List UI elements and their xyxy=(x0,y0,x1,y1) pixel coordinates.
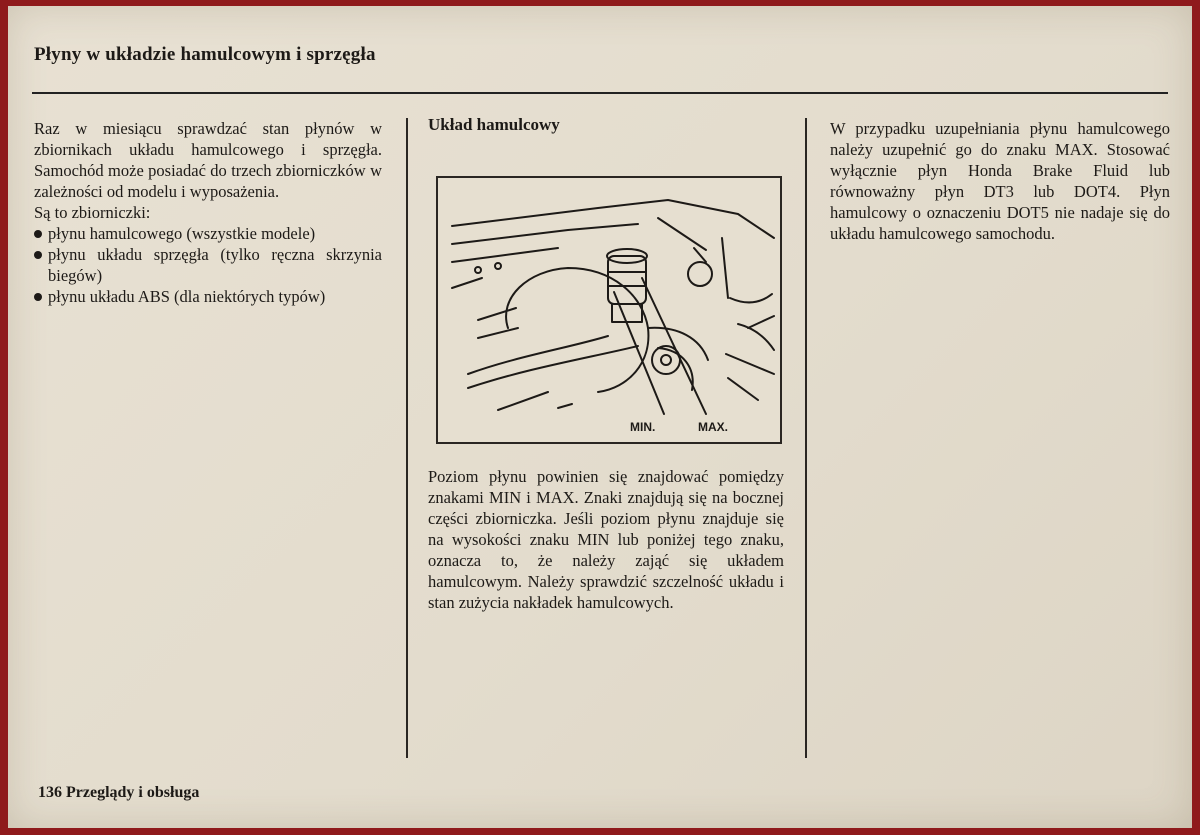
right-column xyxy=(830,118,1170,244)
manual-page xyxy=(8,6,1192,828)
brake-reservoir-illustration xyxy=(436,176,782,444)
list-item: płynu układu sprzęgła (tylko ręczna skrzynia biegów) xyxy=(34,244,382,286)
page-footer xyxy=(38,784,199,802)
middle-column xyxy=(428,114,784,135)
left-intro-text: Raz w miesiącu sprawdzać stan płynów w zbiornikach układu hamulcowego i sprzęgła. Samochód może posiadać do trzech zbiorniczków w zależności od modelu i wyposażenia. xyxy=(34,119,382,201)
section-name: Przeglądy i obsługa xyxy=(66,784,200,801)
list-item: płynu układu ABS (dla niektórych typów) xyxy=(34,286,382,307)
column-divider-right xyxy=(805,118,807,758)
max-mark-label: MAX. xyxy=(698,420,728,434)
title-rule xyxy=(32,92,1168,94)
brake-section-heading: Układ hamulcowy xyxy=(428,115,560,134)
reservoir-list xyxy=(34,223,382,307)
list-item: płynu hamulcowego (wszystkie modele) xyxy=(34,223,382,244)
page-number: 136 xyxy=(38,784,62,801)
left-column xyxy=(34,118,382,307)
reservoir-list-intro: Są to zbiorniczki: xyxy=(34,203,151,222)
refill-instructions-text: W przypadku uzupełniania płynu hamulcowego należy uzupełnić go do znaku MAX. Stosować wyłącznie płyn Honda Brake Fluid lub równoważny płyn DT3 lub DOT4. Płyn hamulcowy o oznaczeniu DOT5 nie nadaje się do układu hamulcowego samochodu. xyxy=(830,119,1170,243)
fluid-level-text: Poziom płynu powinien się znajdować pomiędzy znakami MIN i MAX. Znaki znajdują się na bocznej części zbiorniczka. Jeśli poziom płynu znajduje się na wysokości znaku MIN lub poniżej tego znaku, oznacza to, że należy zająć się układem hamulcowym. Należy sprawdzić szczelność układu i stan zużycia nakładek hamulcowych. xyxy=(428,467,784,612)
min-mark-label: MIN. xyxy=(630,420,656,434)
engine-bay-drawing xyxy=(438,178,780,442)
middle-column-body xyxy=(428,466,784,613)
column-divider-left xyxy=(406,118,408,758)
page-title: Płyny w układzie hamulcowym i sprzęgła xyxy=(34,44,376,65)
